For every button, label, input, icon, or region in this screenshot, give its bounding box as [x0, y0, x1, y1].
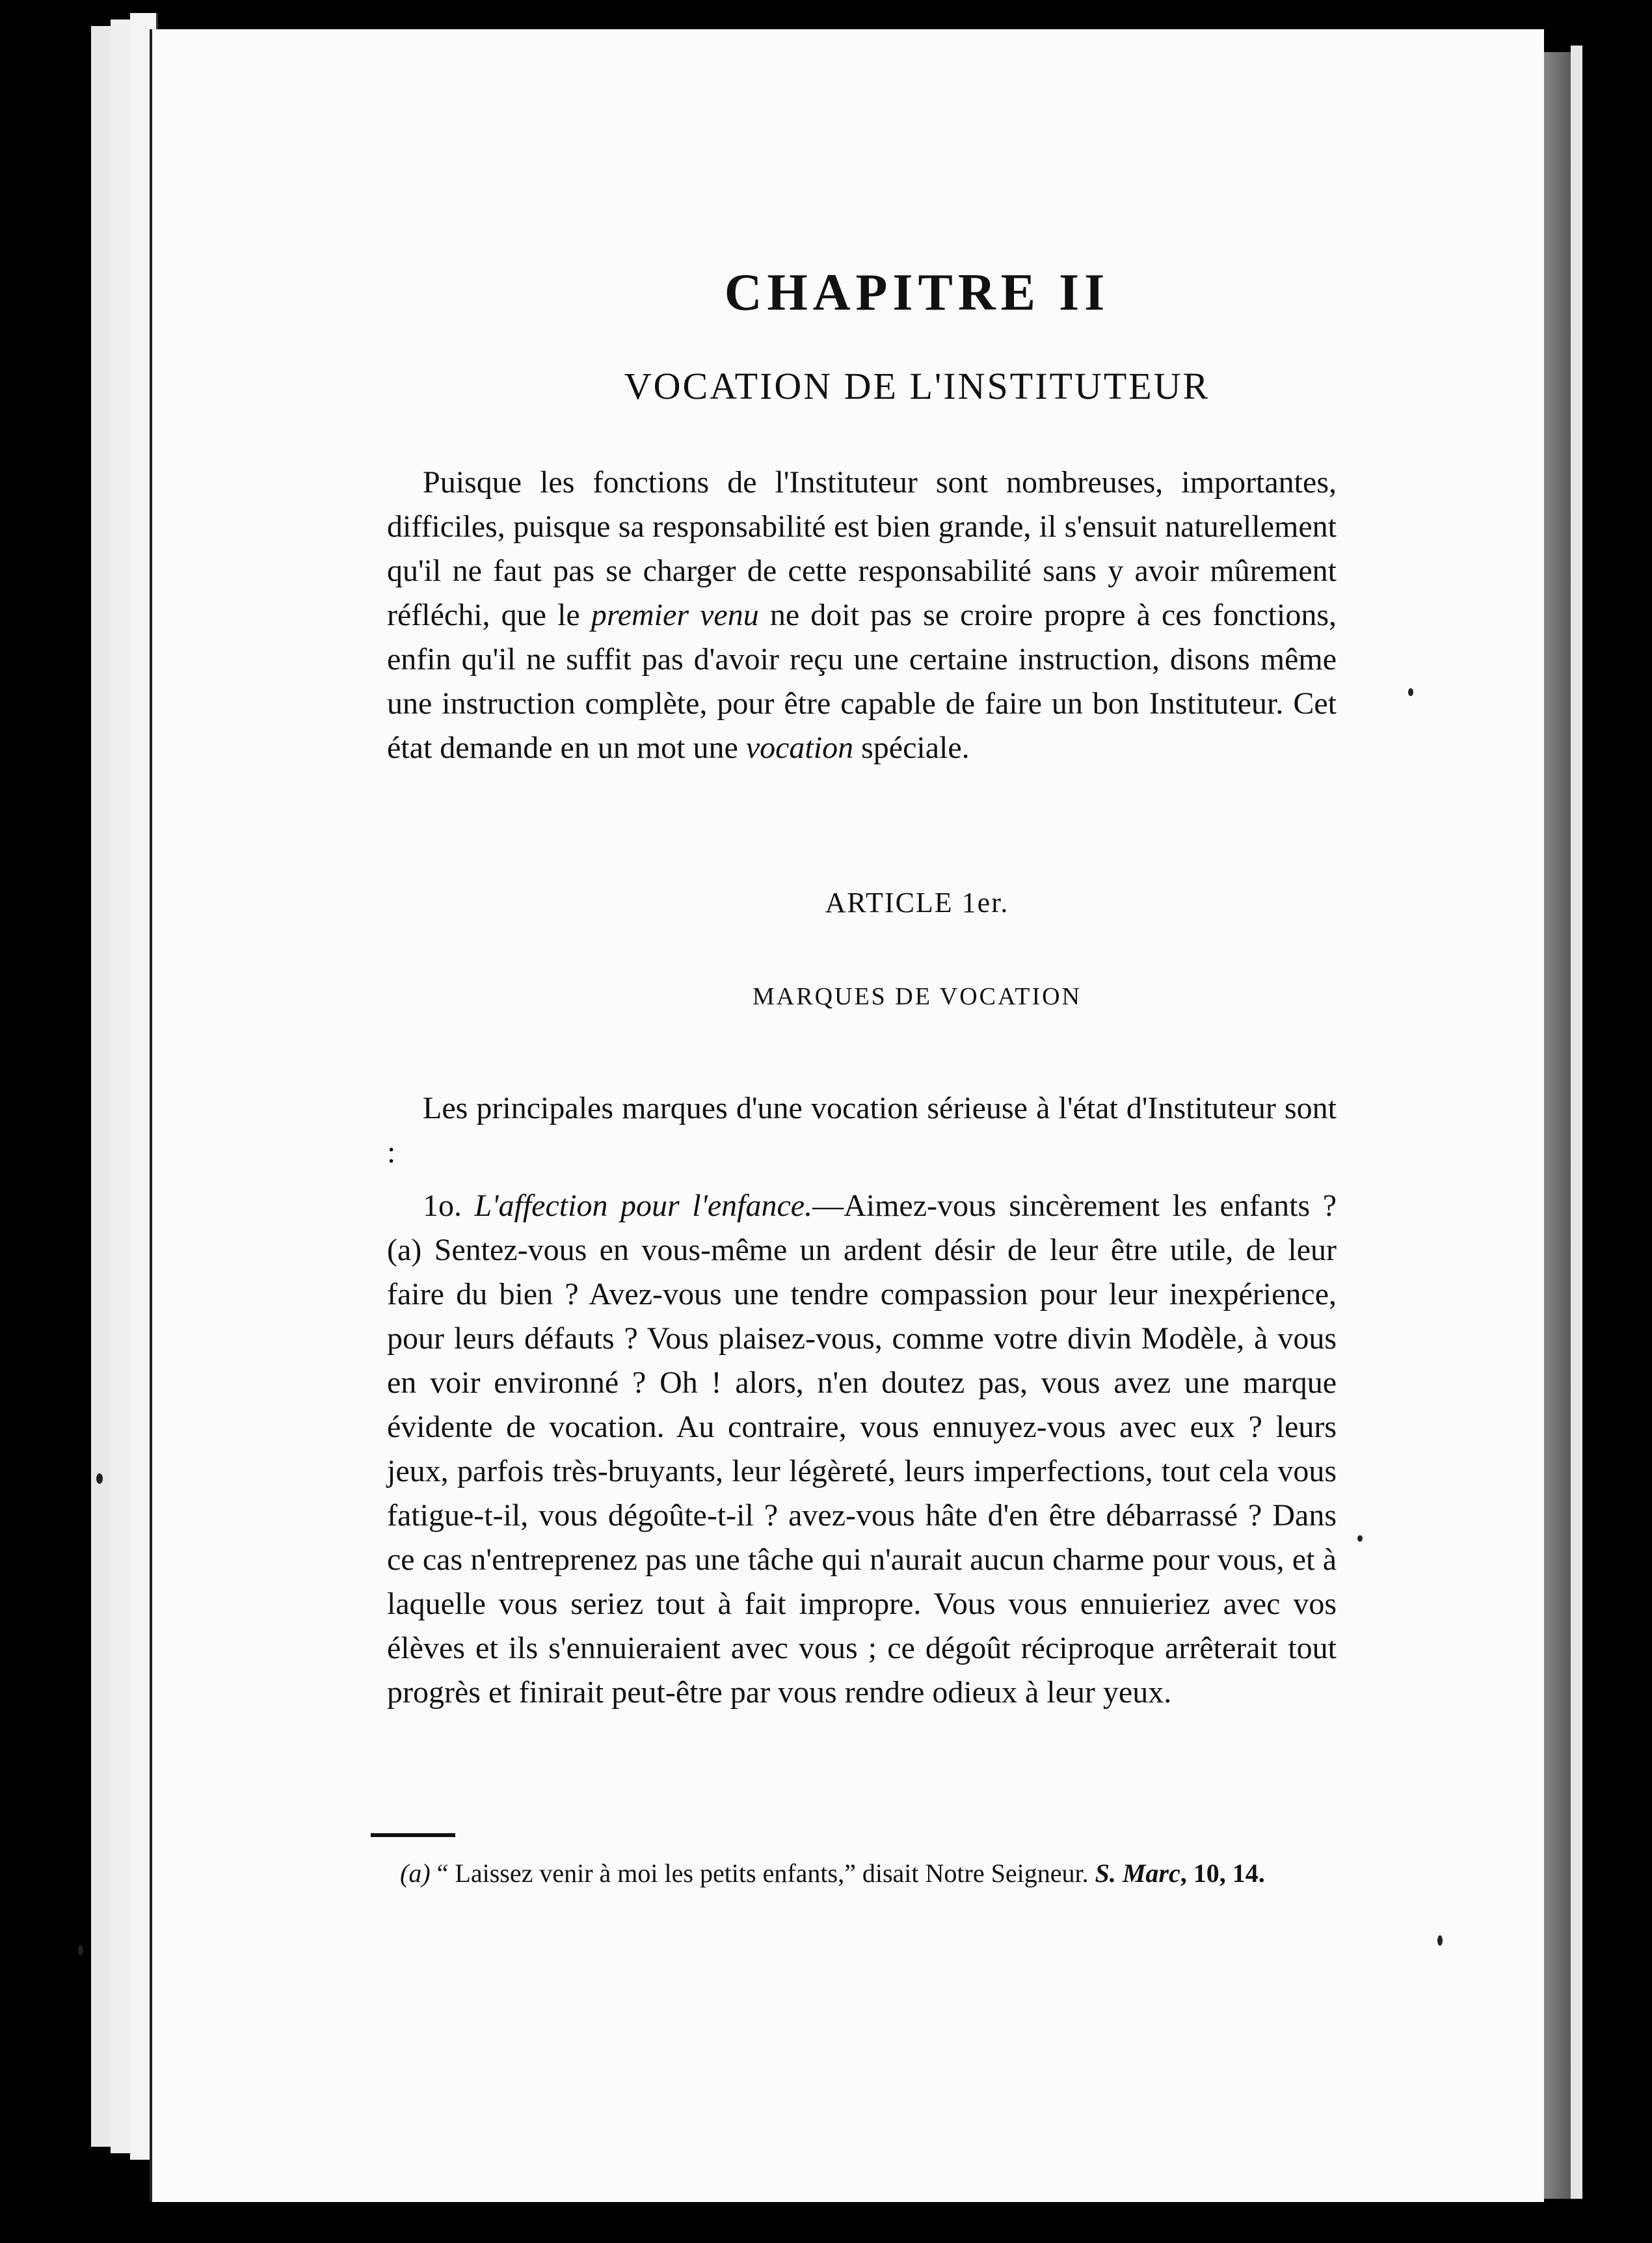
- first-mark-title: L'affection pour l'enfance.: [474, 1189, 813, 1223]
- ink-speck: [1437, 1935, 1443, 1946]
- footnote-reference-numbers: , 10, 14.: [1180, 1859, 1265, 1888]
- intro-paragraph: [387, 461, 1337, 770]
- footnote: [371, 1857, 1307, 1890]
- footnote-marker: (a): [400, 1859, 431, 1888]
- intro-emphasis-b: vocation: [745, 731, 854, 765]
- chapter-title: VOCATION DE L'INSTITUTEUR: [624, 365, 1210, 407]
- first-mark-text-a: —Aimez-vous sincèrement les enfants ?: [812, 1189, 1337, 1223]
- marks-intro-paragraph: [387, 1086, 1337, 1175]
- footnote-citation: S. Marc: [1095, 1859, 1180, 1888]
- chapter-heading: CHAPITRE II: [724, 264, 1110, 321]
- footnote-text: “ Laissez venir à moi les petits enfants,” disait Notre Seigneur.: [430, 1859, 1095, 1888]
- ink-speck: [96, 1473, 103, 1484]
- article-title: MARQUES DE VOCATION: [753, 983, 1082, 1010]
- first-mark-paragraph: [387, 1184, 1337, 1715]
- article-number: ARTICLE 1er.: [825, 887, 1009, 919]
- marks-intro-text: Les principales marques d'une vocation sérieuse à l'état d'Instituteur sont :: [387, 1091, 1337, 1170]
- footnote-rule: [371, 1833, 455, 1837]
- first-mark-number: 1o.: [423, 1189, 462, 1223]
- ink-speck: [1408, 688, 1413, 696]
- ink-speck: [1357, 1535, 1363, 1542]
- intro-text-c: spéciale.: [853, 731, 970, 765]
- first-mark-text-b: Sentez-vous en vous-même un ardent désir de leur être utile, de leur faire du bien ? Avez-vous une tendre compassion pour leur inexpérience, pour leurs défauts ? Vous plaisez-vous, comme votre divin Modèle, à vous en voir environné ? Oh ! alors, n'en doutez pas, vous avez une marque évidente de vocation. Au contraire, vous ennuyez-vous avec eux ? leurs jeux, parfois très-bruyants, leur légèreté, leurs imperfections, tout cela vous fatigue-t-il, vous dégoûte-t-il ? avez-vous hâte d'en être débarrassé ? Dans ce cas n'entreprenez pas une tâche qui n'aurait aucun charme pour vous, et à laquelle vous seriez tout à fait impropre. Vous vous ennuieriez avec vos élèves et ils s'ennuieraient avec vous ; ce dégoût réciproque arrêterait tout progrès et finirait peut-être par vous rendre odieux à leur yeux.: [387, 1233, 1337, 1710]
- footnote-reference: (a): [387, 1233, 422, 1267]
- intro-text-b: ne doit pas se croire propre à ces fonctions, enfin qu'il ne suffit pas d'avoir reçu une certaine instruction, disons même une instruction complète, pour être capable de faire un bon Instituteur. Cet état demande en un mot une: [387, 598, 1337, 765]
- intro-emphasis-a: premier venu: [591, 598, 759, 632]
- ink-speck: [78, 1945, 83, 1955]
- intro-text-a: Puisque les fonctions de l'Instituteur sont nombreuses, importantes, difficiles, puisque sa responsabilité est bien grande, il s'ensuit naturellement qu'il ne faut pas se charger de cette responsabilité sans y avoir mûrement réfléchi, que le: [387, 465, 1337, 632]
